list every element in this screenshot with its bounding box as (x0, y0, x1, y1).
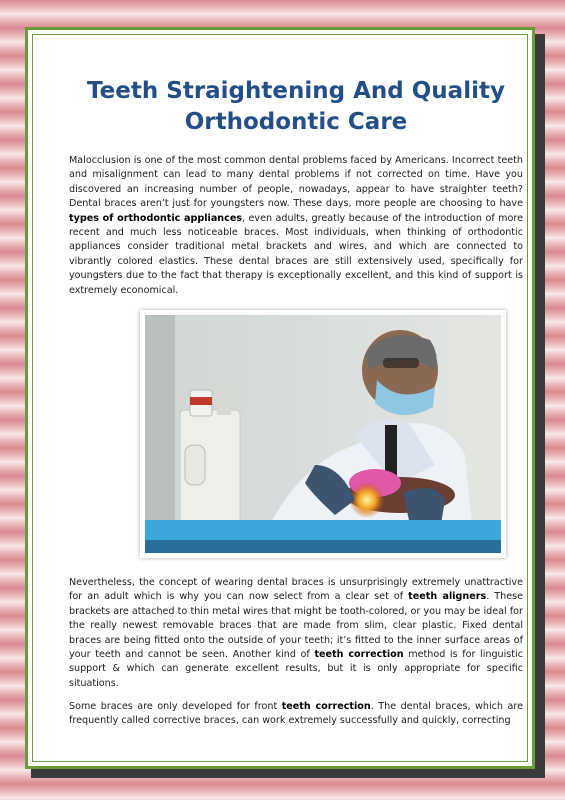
page-title: Teeth Straightening And Quality Orthodontic Care (87, 78, 505, 135)
paragraph-front-teeth (69, 700, 523, 729)
keyword-orthodontic-appliances: types of orthodontic appliances (69, 212, 243, 224)
paragraph-intro-text-1: Malocclusion is one of the most common dental problems faced by Americans. Incorrect teeth and misalignment can lead to many dental problems if not corrected on time. Have you discovered an increasing number of people, nowadays, appear to have straighter teeth? Dental braces aren’t just for youngsters now. These days, more people are choosing to have (69, 155, 523, 210)
keyword-teeth-correction-2: teeth correction (281, 701, 371, 712)
keyword-teeth-aligners: teeth aligners (408, 591, 487, 603)
paragraph-aligners (69, 576, 523, 691)
dentist-photo (140, 310, 506, 558)
paragraph-aligners-text-3: method is for linguistic support & which can generate excellent results, but it is only appropriate for specific situations. (69, 649, 523, 689)
page-frame (25, 27, 535, 769)
paragraph-intro (69, 154, 523, 298)
paragraph-intro-text-2: , even adults, greatly because of the introduction of more recent and much less noticeable braces. Most individuals, when thinking of orthodontic appliances consider traditional metal brackets and wires, and which are connected to vibrantly colored elastics. These dental braces are still extensively used, specifically for youngsters due to the fact that therapy is exceptionally excellent, and this kind of support is extremely economical. (69, 212, 523, 296)
paragraph-aligners-text-1: Nevertheless, the concept of wearing dental braces is unsurprisingly extremely unattractive for an adult which is why you can now select from a clear set of (69, 577, 523, 603)
paragraph-front-teeth-text-1: Some braces are only developed for front (69, 701, 282, 712)
dentist-patient-illustration (145, 315, 501, 553)
paragraph-aligners-text-2: . These brackets are attached to thin metal wires that might be tooth-colored, or you may be ideal for the really newest removable braces that are made from slim, clear plastic. Fixed dental braces are being fitted onto the outside of your teeth; it’s fitted to the inner surface areas of your teeth and cannot be seen. Another kind of (69, 591, 524, 661)
keyword-teeth-correction: teeth correction (314, 649, 404, 661)
paragraph-front-teeth-text-2: . The dental braces, which are frequently called corrective braces, can work extremely successfully and quickly, correcting (69, 701, 524, 727)
